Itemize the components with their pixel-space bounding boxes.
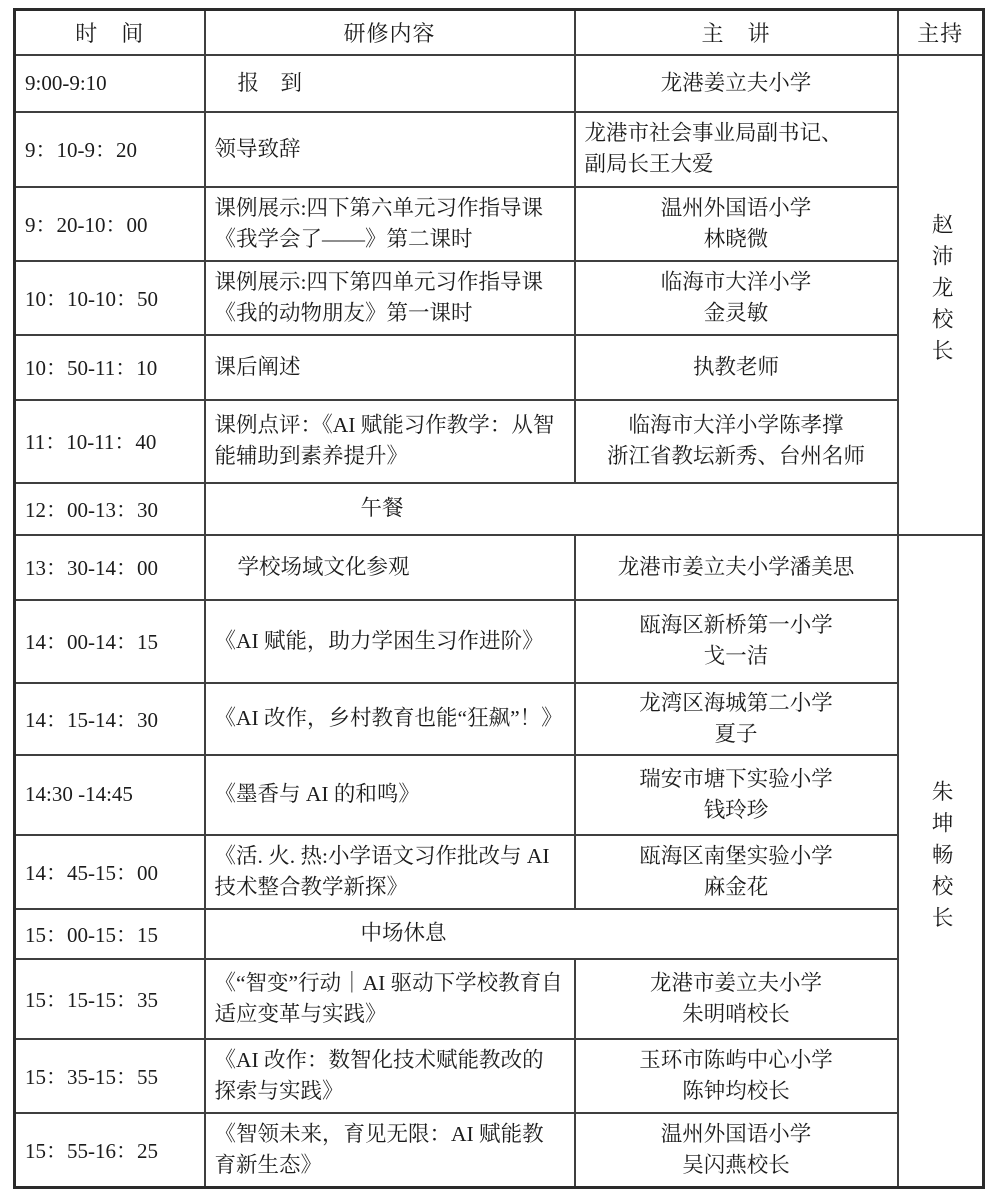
speaker-cell <box>575 683 898 755</box>
time-cell: 10：10-10：50 <box>15 261 205 335</box>
speaker-line2: 陈钟均校长 <box>682 1078 790 1103</box>
time-cell: 9:00-9:10 <box>15 55 205 112</box>
header-row <box>15 10 984 55</box>
host-cell <box>898 535 984 1188</box>
content-cell: 课后阐述 <box>205 335 575 400</box>
speaker-cell: 执教老师 <box>575 335 898 400</box>
host-name: 赵沛龙校长 <box>929 213 954 371</box>
speaker-line1: 玉环市陈屿中心小学 <box>639 1047 833 1072</box>
time-cell: 9：20-10：00 <box>15 187 205 261</box>
time-cell: 15：35-15：55 <box>15 1039 205 1113</box>
speaker-line1: 瓯海区新桥第一小学 <box>639 613 833 637</box>
speaker-line2: 林晓微 <box>703 226 769 251</box>
speaker-cell <box>575 400 898 483</box>
schedule-row <box>15 1039 984 1113</box>
speaker-cell <box>575 1039 898 1113</box>
speaker-line1: 温州外国语小学 <box>660 195 812 220</box>
speaker-cell <box>575 112 898 187</box>
header-content: 研修内容 <box>205 10 575 55</box>
schedule-row <box>15 683 984 755</box>
schedule-table <box>13 8 985 1189</box>
content-cell: 《活. 火. 热:小学语文习作批改与 AI 技术整合教学新探》 <box>205 835 575 909</box>
content-cell: 课例点评：《AI 赋能习作教学：从智能辅助到素养提升》 <box>205 400 575 483</box>
time-cell: 12：00-13：30 <box>15 483 205 535</box>
time-cell: 15：15-15：35 <box>15 959 205 1039</box>
speaker-line1: 临海市大洋小学陈孝撑 <box>628 413 844 437</box>
schedule-row <box>15 335 984 400</box>
speaker-line1: 瑞安市塘下实验小学 <box>639 766 833 791</box>
host-name: 朱坤畅校长 <box>929 779 954 937</box>
schedule-row <box>15 600 984 683</box>
content-cell-lunch: 午餐 <box>205 483 898 535</box>
schedule-row <box>15 112 984 187</box>
speaker-line2: 浙江省教坛新秀、台州名师 <box>606 444 865 468</box>
speaker-cell <box>575 600 898 683</box>
speaker-line2: 副局长王大爱 <box>584 152 714 176</box>
content-cell: 《墨香与 AI 的和鸣》 <box>205 755 575 835</box>
speaker-line1: 龙湾区海城第二小学 <box>639 690 833 715</box>
speaker-line2: 夏子 <box>714 721 758 746</box>
time-cell: 13：30-14：00 <box>15 535 205 600</box>
speaker-cell <box>575 835 898 909</box>
content-cell: 学校场域文化参观 <box>205 535 575 600</box>
speaker-cell <box>575 755 898 835</box>
speaker-line2: 戈一洁 <box>703 644 769 668</box>
time-cell: 11：10-11：40 <box>15 400 205 483</box>
time-cell: 14：45-15：00 <box>15 835 205 909</box>
schedule-row <box>15 959 984 1039</box>
host-cell <box>898 55 984 535</box>
content-cell: 报 到 <box>205 55 575 112</box>
schedule-row <box>15 909 984 959</box>
schedule-row <box>15 483 984 535</box>
speaker-cell: 龙港市姜立夫小学潘美思 <box>575 535 898 600</box>
content-cell: 《AI 改作，乡村教育也能“狂飙”！》 <box>205 683 575 755</box>
speaker-cell <box>575 261 898 335</box>
header-host: 主持 <box>898 10 984 55</box>
schedule-row <box>15 55 984 112</box>
speaker-line1: 龙港市姜立夫小学 <box>649 970 822 995</box>
speaker-line1: 瓯海区南堡实验小学 <box>639 843 833 868</box>
header-time: 时 间 <box>15 10 205 55</box>
time-cell: 14：15-14：30 <box>15 683 205 755</box>
time-cell: 15：55-16：25 <box>15 1113 205 1188</box>
header-speaker: 主 讲 <box>575 10 898 55</box>
time-cell: 9：10-9：20 <box>15 112 205 187</box>
schedule-row <box>15 535 984 600</box>
content-cell: 《智领未来，育见无限：AI 赋能教育新生态》 <box>205 1113 575 1188</box>
time-cell: 14：00-14：15 <box>15 600 205 683</box>
speaker-line2: 朱明哨校长 <box>682 1001 790 1026</box>
content-cell-break: 中场休息 <box>205 909 898 959</box>
speaker-cell: 龙港姜立夫小学 <box>575 55 898 112</box>
speaker-line1: 临海市大洋小学 <box>660 269 812 294</box>
content-cell: 领导致辞 <box>205 112 575 187</box>
time-cell: 14:30 -14:45 <box>15 755 205 835</box>
schedule-row <box>15 1113 984 1188</box>
content-cell: 《AI 改作：数智化技术赋能教改的探索与实践》 <box>205 1039 575 1113</box>
speaker-cell <box>575 1113 898 1188</box>
schedule-row <box>15 400 984 483</box>
speaker-line2: 吴闪燕校长 <box>682 1152 790 1177</box>
content-cell: 课例展示:四下第四单元习作指导课《我的动物朋友》第一课时 <box>205 261 575 335</box>
schedule-row <box>15 187 984 261</box>
schedule-row <box>15 261 984 335</box>
speaker-line2: 麻金花 <box>703 874 769 899</box>
time-cell: 15：00-15：15 <box>15 909 205 959</box>
speaker-cell <box>575 959 898 1039</box>
speaker-line1: 龙港市社会事业局副书记、 <box>584 121 843 145</box>
schedule-row <box>15 755 984 835</box>
schedule-sheet <box>13 8 985 1189</box>
content-cell: 《AI 赋能，助力学困生习作进阶》 <box>205 600 575 683</box>
speaker-line1: 温州外国语小学 <box>660 1121 812 1146</box>
content-cell: 课例展示:四下第六单元习作指导课《我学会了——》第二课时 <box>205 187 575 261</box>
speaker-cell <box>575 187 898 261</box>
time-cell: 10：50-11：10 <box>15 335 205 400</box>
content-cell: 《“智变”行动｜AI 驱动下学校教育自适应变革与实践》 <box>205 959 575 1039</box>
schedule-row <box>15 835 984 909</box>
speaker-line2: 钱玲珍 <box>703 797 769 822</box>
speaker-line2: 金灵敏 <box>703 300 769 325</box>
